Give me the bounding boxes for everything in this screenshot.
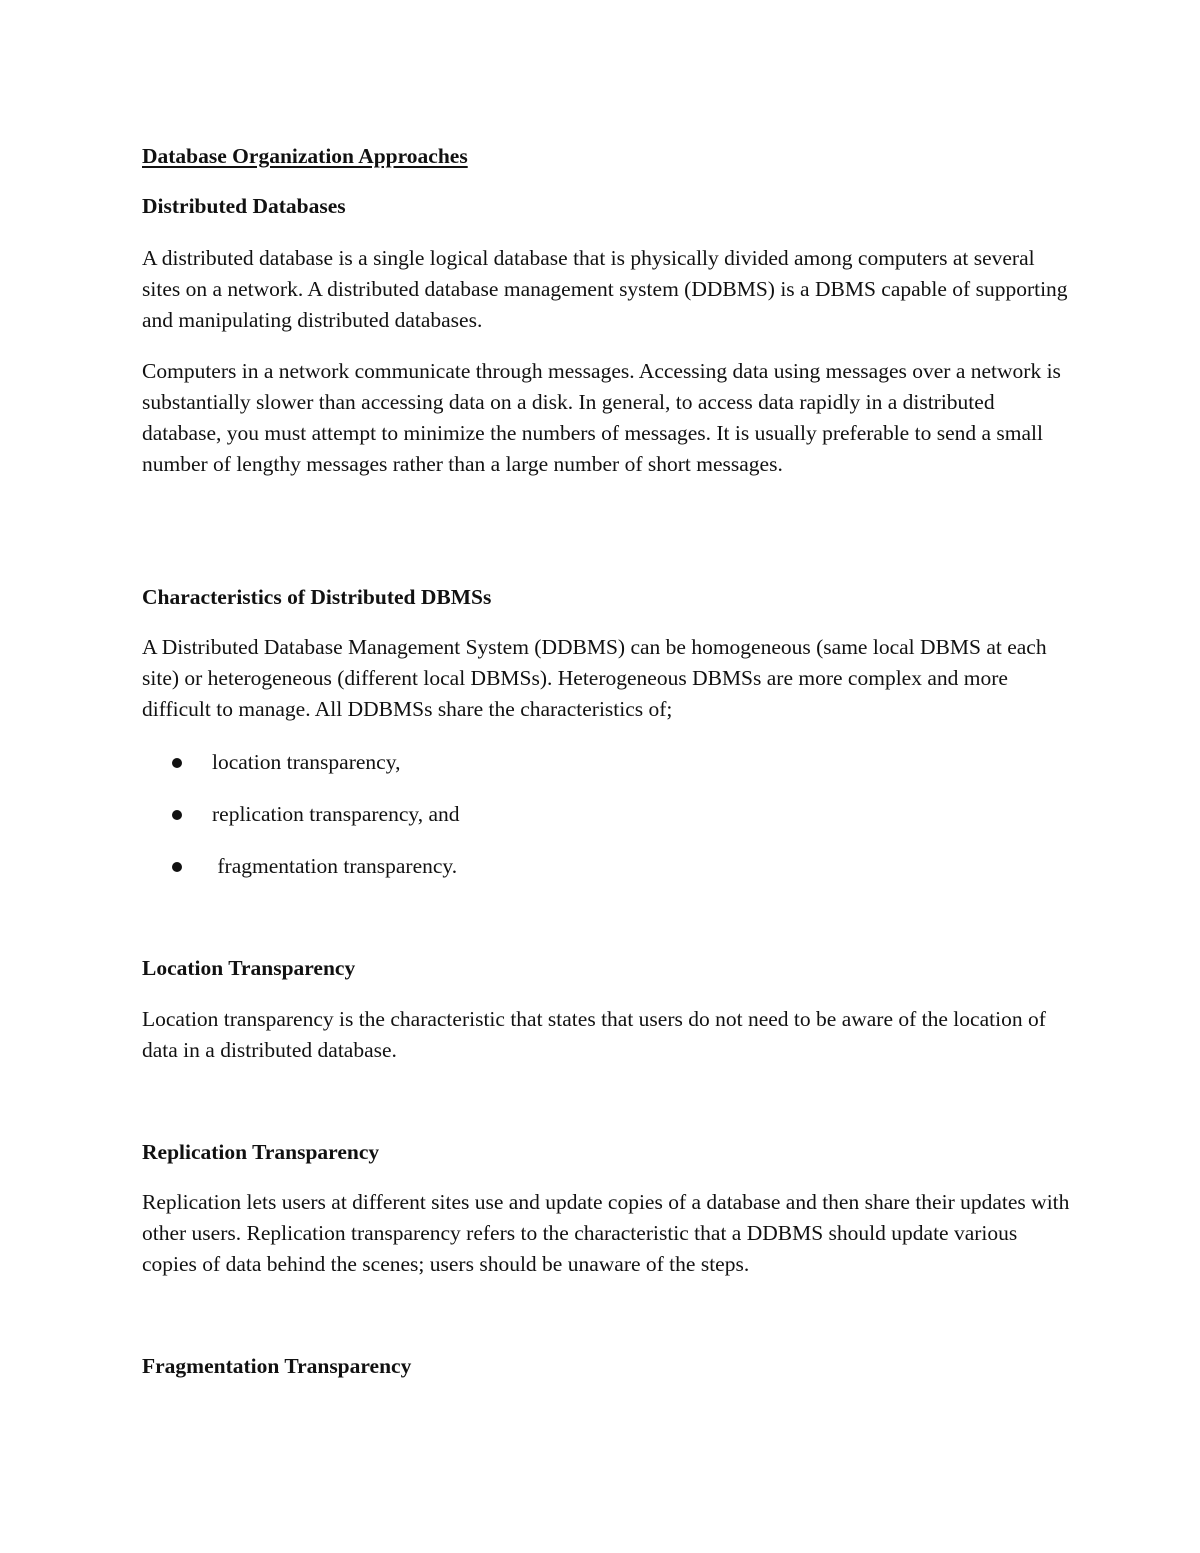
- list-item: [172, 799, 1052, 830]
- bullet-icon: [172, 758, 182, 768]
- section-heading-replication-transparency: Replication Transparency: [142, 1140, 380, 1164]
- list-item: [172, 747, 1052, 778]
- paragraph-location-transparency: Location transparency is the characteristic that states that users do not need to be aware of the location of data in a distributed database.: [142, 1007, 1046, 1062]
- section-heading-fragmentation-transparency: Fragmentation Transparency: [142, 1354, 412, 1378]
- paragraph-characteristics: A Distributed Database Management System (DDBMS) can be homogeneous (same local DBMS at each site) or heterogeneous (different local DBMSs). Heterogeneous DBMSs are more complex and more difficult to manage. All DDBMSs share the characteristics of;: [142, 635, 1047, 721]
- paragraph-distributed-databases-definition: A distributed database is a single logical database that is physically divided among computers at several sites on a network. A distributed database management system (DDBMS) is a DBMS capable of supporting and manipulating distributed databases.: [142, 246, 1068, 332]
- paragraph-network-messages: Computers in a network communicate through messages. Accessing data using messages over a network is substantially slower than accessing data on a disk. In general, to access data rapidly in a distributed database, you must attempt to minimize the numbers of messages. It is usually preferable to send a small number of lengthy messages rather than a large number of short messages.: [142, 359, 1061, 476]
- section-heading-characteristics: Characteristics of Distributed DBMSs: [142, 585, 492, 609]
- list-item-text: location transparency,: [212, 750, 401, 774]
- section-heading-location-transparency: Location Transparency: [142, 956, 356, 980]
- document-title: Database Organization Approaches: [142, 144, 468, 168]
- list-item-text: fragmentation transparency.: [212, 854, 458, 878]
- list-item: [172, 851, 1052, 882]
- paragraph-replication-transparency: Replication lets users at different sites use and update copies of a database and then share their updates with other users. Replication transparency refers to the characteristic that a DDBMS should update various copies of data behind the scenes; users should be unaware of the steps.: [142, 1190, 1070, 1276]
- bullet-icon: [172, 862, 182, 872]
- section-heading-distributed-databases: Distributed Databases: [142, 194, 346, 218]
- list-item-text: replication transparency, and: [212, 802, 460, 826]
- bullet-icon: [172, 810, 182, 820]
